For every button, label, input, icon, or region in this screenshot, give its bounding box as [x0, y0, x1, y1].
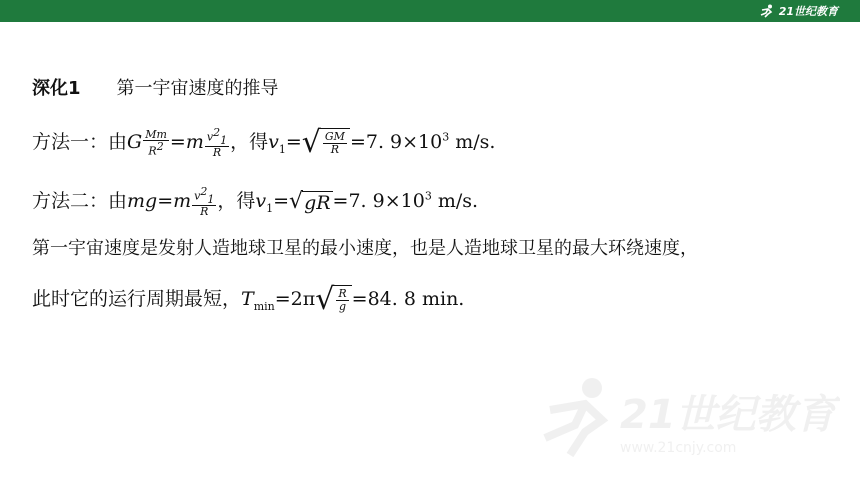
v-sub: 1 [220, 133, 228, 147]
fraction-R-g [336, 288, 348, 312]
method-one-line [32, 127, 495, 159]
v-sup: 2 [213, 126, 221, 140]
equals-2: = [285, 131, 302, 153]
symbol-m: m [173, 190, 192, 212]
method-one-unit: m/s. [449, 131, 496, 153]
v-sup: 2 [200, 185, 208, 199]
frac-den-exp: 2 [156, 140, 164, 154]
result-exp: 3 [442, 130, 450, 144]
paragraph-text: 第一宇宙速度是发射人造地球卫星的最小速度，也是人造地球卫星的最大环绕速度， [32, 238, 698, 259]
runner-icon [759, 4, 775, 18]
section-heading [32, 74, 279, 100]
v-symbol: v [194, 189, 201, 203]
frac-num-v [205, 127, 229, 147]
method-one-result: =7. 9×10 [349, 131, 443, 153]
heading-label: 深化1 [32, 78, 81, 99]
frac-num-v [192, 186, 216, 206]
header-bar [0, 0, 860, 22]
method-two-prefix: 方法二：由 [32, 190, 128, 212]
frac-den-R: R [148, 144, 157, 158]
v-sub: 1 [207, 192, 215, 206]
v1-symbol: v [268, 131, 279, 153]
fraction-v1sq-R [205, 127, 229, 159]
sqrt-body [320, 128, 350, 158]
sqrt-frac-den: g [339, 300, 347, 313]
equals-2pi: =2π [274, 288, 316, 310]
symbol-m: m [185, 131, 204, 153]
equals: = [157, 190, 174, 212]
frac-num: Mm [145, 127, 167, 141]
method-two-mid: ，得 [217, 190, 256, 212]
v1-sub: 1 [278, 142, 286, 156]
sqrt-frac-den: R [330, 143, 340, 156]
frac-den-R2: R [212, 146, 222, 160]
symbol-mg: mg [127, 190, 158, 212]
radical-sign: √ [315, 282, 335, 317]
sqrt-R-g [315, 282, 351, 317]
radical-sign: √ [289, 188, 304, 214]
method-two-result: =7. 9×10 [332, 190, 425, 212]
watermark [540, 370, 840, 460]
method-one-mid: ，得 [230, 131, 269, 153]
watermark-url: www.21cnjy.com [620, 440, 737, 456]
sqrt-gR [289, 188, 333, 214]
sqrt-body [333, 285, 351, 315]
equals: = [169, 131, 186, 153]
fraction-Mm-R2 [143, 129, 169, 158]
method-two-unit: m/s. [431, 190, 479, 212]
result-exp: 3 [424, 189, 432, 203]
sqrt-GM-R [301, 125, 350, 160]
frac-den-R: R [200, 205, 209, 219]
method-one-prefix: 方法一：由 [32, 131, 128, 153]
sqrt-body-gR: gR [304, 191, 331, 214]
sqrt-frac-num: R [338, 287, 347, 301]
equals-2: = [273, 190, 290, 212]
v1-symbol: v [255, 190, 267, 212]
v1-sub: 1 [266, 201, 274, 215]
frac-den [143, 141, 169, 157]
brand-logo [759, 2, 838, 20]
heading-title: 第一宇宙速度的推导 [116, 78, 279, 99]
T-symbol: T [241, 288, 254, 310]
fraction-GM-R [323, 131, 347, 155]
method-two-line [32, 186, 478, 218]
symbol-G: G [127, 131, 143, 153]
fraction-v1sq-R [192, 186, 216, 218]
v-symbol: v [206, 130, 214, 144]
sqrt-frac-num: GM [324, 130, 345, 144]
period-prefix: 此时它的运行周期最短， [32, 288, 242, 310]
brand-logo-text: 21世纪教育 [778, 5, 838, 18]
period-result: =84. 8 min. [351, 288, 465, 310]
radical-sign: √ [301, 125, 321, 160]
watermark-text: 21世纪教育 [620, 392, 836, 438]
watermark-logo [540, 370, 840, 460]
period-line [32, 284, 464, 315]
T-sub: min [253, 299, 275, 313]
